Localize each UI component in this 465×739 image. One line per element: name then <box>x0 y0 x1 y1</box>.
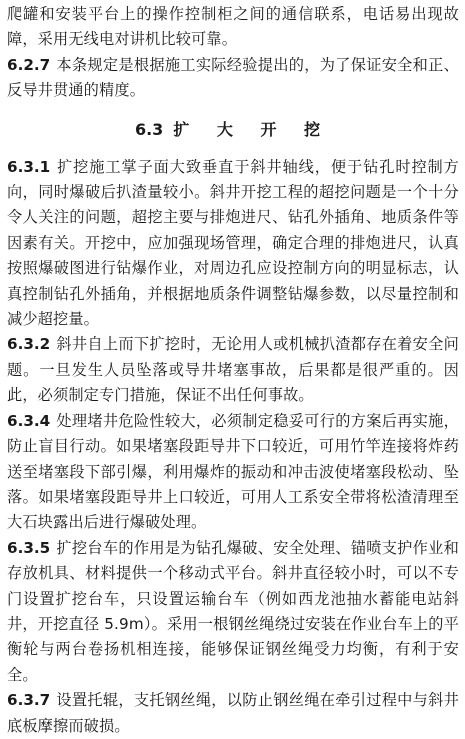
clause-text: 斜井自上而下扩挖时，无论用人或机械扒渣都存在着安全问题。一旦发生人员坠落或导井堵塞事故，后果都是很严重的。因此，必须制定专门措施，保证不出任何事故。 <box>7 335 459 405</box>
section-number: 6.3 <box>134 119 164 139</box>
clause-6-2-7 <box>7 53 459 104</box>
clause-text: 扩挖台车的作用是为钻孔爆破、安全处理、锚喷支护作业和存放机具、材料提供一个移动式平台。斜井直径较小时，可以不专门设置扩挖台车，只设置运输台车（例如西龙池抽水蓄能电站斜井，开挖直径 5.9m）。采用一根钢丝绳绕过安装在作业台车上的平衡轮与两台卷扬机相连接，能够保证钢丝绳受力均衡，有利于安全。 <box>7 538 459 684</box>
clause-text: 扩挖施工掌子面大致垂直于斜井轴线，便于钻孔时控制方向，同时爆破后扒渣量较小。斜井开挖工程的超挖问题是一个十分令人关注的问题，超挖主要与排炮进尺、钻孔外插角、地质条件等因素有关。开挖中，应加强现场管理，确定合理的排炮进尺，认真按照爆破图进行钻爆作业，对周边孔应设控制方向的明显标志，认真控制钻孔外插角，并根据地质条件调整钻爆参数，以尽量控制和减少超挖量。 <box>7 157 459 329</box>
clause-number: 6.3.7 <box>7 691 51 710</box>
continuation-text: 爬罐和安装平台上的操作控制柜之间的通信联系，电话易出现故障，采用无线电对讲机比较可靠。 <box>7 5 459 49</box>
clause-number: 6.3.2 <box>7 335 51 354</box>
clause-6-3-1 <box>7 155 459 333</box>
clause-text: 处理堵井危险性较大，必须制定稳妥可行的方案后再实施，防止盲目行动。如果堵塞段距导井下口较近，可用竹竿连接将炸药送至堵塞段下部引爆，利用爆炸的振动和冲击波使堵塞段松动、坠落。如果堵塞段距导井上口较近，可用人工系安全带将松渣清理至大石块露出后进行爆破处理。 <box>7 411 459 532</box>
section-title-text: 扩 大 开 挖 <box>173 119 332 139</box>
clause-number: 6.3.5 <box>7 538 51 557</box>
section-heading <box>7 117 459 143</box>
clause-6-3-7 <box>7 688 459 739</box>
clause-text: 本条规定是根据施工实际经验提出的，为了保证安全和正、反导井贯通的精度。 <box>7 55 459 100</box>
clause-number: 6.3.1 <box>7 157 51 176</box>
clause-6-3-5 <box>7 536 459 688</box>
clause-number: 6.3.4 <box>7 411 51 430</box>
clause-text: 设置托辊，支托钢丝绳，以防止钢丝绳在牵引过程中与斜井底板摩擦而破损。 <box>7 691 459 735</box>
clause-6-3-4 <box>7 409 459 536</box>
continuation-paragraph <box>7 2 459 53</box>
clause-6-3-2 <box>7 332 459 408</box>
clause-number: 6.2.7 <box>7 55 51 74</box>
